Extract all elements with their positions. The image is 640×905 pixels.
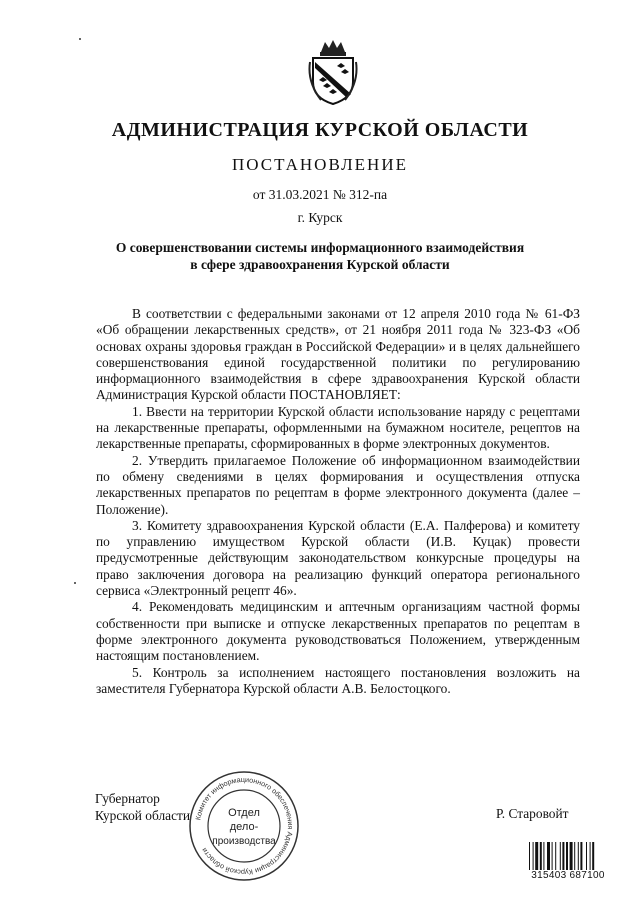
barcode-bar: [570, 842, 573, 872]
barcode-bar: [592, 842, 594, 872]
stamp-ring-text: Комитет информационного обеспечения Администрации Курской области: [193, 774, 296, 878]
document-title: [90, 239, 550, 273]
stamp-center-line-1: Отдел: [228, 807, 260, 819]
barcode-bar: [590, 842, 591, 872]
coat-of-arms-icon: [307, 38, 359, 106]
barcode-bar: [529, 842, 530, 872]
office-stamp: [188, 770, 300, 882]
body-item-4: 4. Рекомендовать медицинским и аптечным организациям частной формы собственности при выписке и отпуске лекарственных препаратов по рецептам в форме электронного документа руководствоваться Положением, утвержденным настоящим постановлением.: [96, 599, 580, 664]
barcode-bar: [555, 842, 556, 872]
organization-heading: АДМИНИСТРАЦИЯ КУРСКОЙ ОБЛАСТИ: [111, 119, 529, 141]
barcode-bar: [552, 842, 553, 872]
body-item-2: 2. Утвердить прилагаемое Положение об информационном взаимодействии по обмену сведениями в целях формирования и осуществления отпуска лекарственных препаратов по рецептам в форме электронного документа (далее – Положение).: [96, 452, 580, 517]
barcode-bar: [580, 842, 582, 872]
body-item-5: 5. Контроль за исполнением настоящего постановления возложить на заместителя Губернатора Курской области А.В. Белостоцкого.: [96, 664, 580, 696]
signatory-position: [95, 790, 190, 824]
document-date-number: от 31.03.2021 № 312-па: [252, 187, 388, 202]
barcode-number: 315403 687100: [528, 870, 608, 881]
stamp-center-line-2: дело-: [229, 821, 259, 833]
barcode-bar: [578, 842, 579, 872]
preamble-paragraph: В соответствии с федеральными законами от 12 апреля 2010 года № 61-ФЗ «Об обращении лекарственных средств», от 21 ноября 2011 года № 323-ФЗ «Об основах охраны здоровья граждан в Российской Федерации» и в целях дальнейшего совершенствования единой государственной политики по регулированию информационного взаимодействия в сфере здравоохранения Курской области Администрация Курской области ПОСТАНОВЛЯЕТ:: [96, 306, 580, 403]
signatory-name: Р. Старовойт: [496, 806, 569, 821]
document-city: г. Курск: [297, 210, 343, 225]
barcode-bar: [560, 842, 561, 872]
barcode-bar: [543, 842, 544, 872]
stamp-center-line-3: производства: [212, 836, 276, 847]
signatory-position-line-1: Губернатор: [95, 791, 160, 806]
body-item-1: 1. Ввести на территории Курской области использование наряду с рецептами на лекарственные препараты, оформленными на бумажном носителе, рецептов на лекарственные препараты, сформированных в форме электронных документов.: [96, 403, 580, 452]
barcode-bar: [540, 842, 542, 872]
document-body: [96, 306, 580, 697]
barcode-bar: [574, 842, 575, 872]
body-item-3: 3. Комитету здравоохранения Курской области (Е.А. Палферова) и комитету по управлению имуществом Курской области (И.В. Куцак) провести предусмотренные действующим законодательством конкурсные процедуры на право заключения договора на реализацию функций оператора регионального сервиса «Электронный рецепт 46».: [96, 517, 580, 599]
document-type: ПОСТАНОВЛЕНИЕ: [231, 155, 408, 174]
title-line-1: О совершенствовании системы информационного взаимодействия: [115, 240, 525, 255]
barcode-bar: [547, 842, 550, 872]
barcode-bar: [562, 842, 564, 872]
title-line-2: в сфере здравоохранения Курской области: [190, 257, 450, 272]
signatory-position-line-2: Курской области: [95, 808, 191, 823]
barcode-bar: [566, 842, 568, 872]
scan-speck: [79, 38, 81, 40]
barcode-bar: [535, 842, 538, 872]
scan-speck: [74, 582, 76, 584]
barcode-bar: [586, 842, 587, 872]
barcode-bar: [533, 842, 534, 872]
